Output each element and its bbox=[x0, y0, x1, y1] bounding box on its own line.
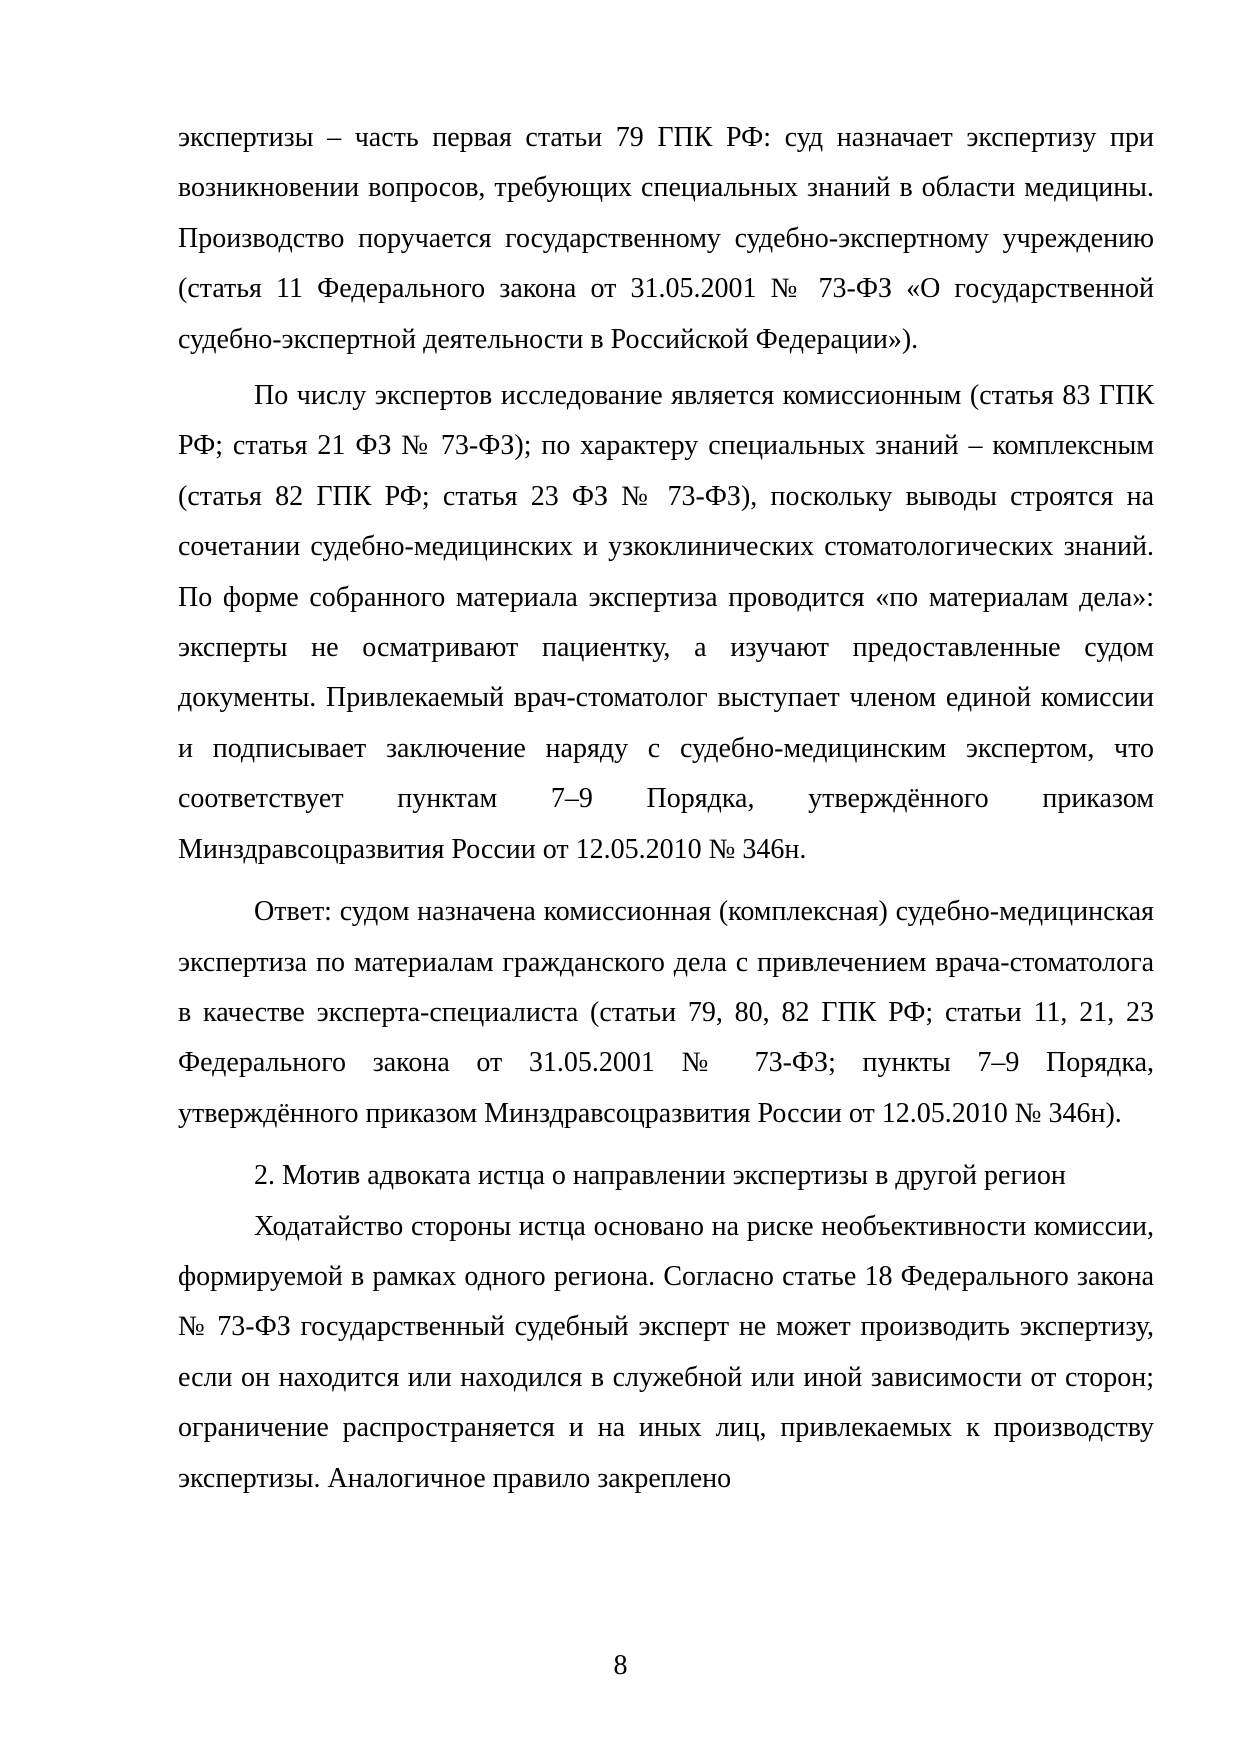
document-body bbox=[178, 113, 1154, 1504]
paragraph-motion: Ходатайство стороны истца основано на риске необъективности комиссии, формируемой в рамках одного региона. Согласно статье 18 Федерального закона № 73-ФЗ государственный судебный эксперт не может производить экспертизу, если он находится или находился в служебной или иной зависимости от сторон; ограничение распространяется и на иных лиц, привлекаемых к производству экспертизы. Аналогичное правило закреплено bbox=[178, 1210, 1154, 1494]
paragraph-continuation: экспертизы – часть первая статьи 79 ГПК РФ: суд назначает экспертизу при возникновении вопросов, требующих специальных знаний в области медицины. Производство поручается государственному судебно-экспертному учреждению (статья 11 Федерального закона от 31.05.2001 № 73-ФЗ «О государственной судебно-экспертной деятельности в Российской Федерации»). bbox=[178, 122, 1154, 355]
page-number: 8 bbox=[613, 1650, 628, 1681]
paragraph-answer: Ответ: судом назначена комиссионная (комплексная) судебно-медицинская экспертиза по материалам гражданского дела с привлечением врача-стоматолога в качестве эксперта-специалиста (статьи 79, 80, 82 ГПК РФ; статьи 11, 21, 23 Федерального закона от 31.05.2001 № 73-ФЗ; пункты 7–9 Порядка, утверждённого приказом Минздравсоцразвития России от 12.05.2010 № 346н). bbox=[178, 896, 1154, 1129]
paragraph-expertise-type: По числу экспертов исследование является комиссионным (статья 83 ГПК РФ; статья 21 ФЗ № 73-ФЗ); по характеру специальных знаний – комплексным (статья 82 ГПК РФ; статья 23 ФЗ № 73-ФЗ), поскольку выводы строятся на сочетании судебно-медицинских и узкоклинических стоматологических знаний. По форме собранного материала экспертиза проводится «по материалам дела»: эксперты не осматривают пациентку, а изучают предоставленные судом документы. Привлекаемый врач-стоматолог выступает членом единой комиссии и подписывает заключение наряду с судебно-медицинским экспертом, что соответствует пунктам 7–9 Порядка, утверждённого приказом Минздравсоцразвития России от 12.05.2010 № 346н. bbox=[178, 380, 1154, 865]
section-heading: 2. Мотив адвоката истца о направлении экспертизы в другой регион bbox=[254, 1160, 1066, 1192]
